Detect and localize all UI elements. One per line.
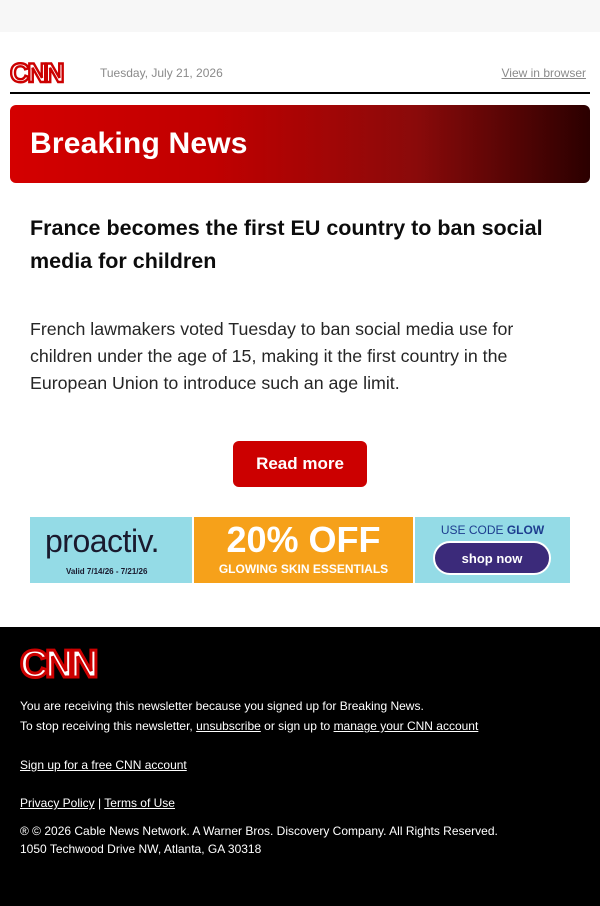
email-footer: [0, 627, 600, 906]
privacy-policy-link[interactable]: Privacy Policy: [20, 796, 95, 810]
advertisement-banner[interactable]: [30, 517, 570, 583]
signup-link[interactable]: Sign up for a free CNN account: [20, 758, 187, 772]
unsubscribe-line: [20, 719, 478, 733]
email-card: [0, 32, 600, 627]
email-header: [10, 52, 590, 94]
unsubscribe-prefix: To stop receiving this newsletter,: [20, 719, 193, 733]
unsubscribe-middle: or sign up to: [264, 719, 331, 733]
footer-logo-text: CNN: [20, 645, 96, 683]
top-strip: [0, 0, 600, 32]
ad-valid-dates: Valid 7/14/26 - 7/21/26: [66, 567, 148, 576]
ad-brand: proactiv.: [45, 523, 160, 559]
article-headline[interactable]: France becomes the first EU country to ban social media for children: [30, 216, 543, 273]
ad-offer-panel: [194, 517, 413, 583]
ad-offer: 20% OFF: [226, 519, 381, 560]
banner-title: Breaking News: [30, 127, 248, 160]
manage-account-link[interactable]: manage your CNN account: [333, 719, 479, 733]
footer-cnn-logo[interactable]: [20, 645, 98, 686]
breaking-news-banner: [10, 105, 590, 183]
subscription-notice: You are receiving this newsletter because you signed up for Breaking News.: [20, 699, 424, 713]
article-summary: French lawmakers voted Tuesday to ban social media use for children under the age of 15, making it the first country in the European Union to introduce such an age limit.: [30, 319, 514, 393]
ad-offer-subtitle: GLOWING SKIN ESSENTIALS: [218, 562, 389, 576]
signup-line: [20, 758, 187, 772]
terms-of-use-link[interactable]: Terms of Use: [104, 796, 175, 810]
legal-separator: |: [98, 796, 102, 810]
ad-brand-panel: [30, 517, 192, 583]
view-in-browser-link[interactable]: View in browser: [501, 66, 586, 80]
cnn-logo-text: CNN: [10, 60, 63, 86]
shop-now-button[interactable]: shop now: [433, 541, 551, 575]
legal-links: [20, 796, 175, 810]
unsubscribe-link[interactable]: unsubscribe: [196, 719, 261, 733]
address-text: 1050 Techwood Drive NW, Atlanta, GA 30318: [20, 842, 262, 856]
issue-date: Tuesday, July 21, 2026: [100, 66, 223, 80]
copyright-text: ® © 2026 Cable News Network. A Warner Bros. Discovery Company. All Rights Reserved.: [20, 824, 498, 838]
cnn-logo[interactable]: [10, 60, 66, 91]
ad-code-value: GLOW: [506, 523, 545, 537]
ad-code-panel: [415, 517, 570, 583]
ad-code-prefix: USE CODE: [440, 523, 504, 537]
read-more-button[interactable]: Read more: [233, 441, 367, 487]
ad-promo-code: [415, 523, 570, 537]
